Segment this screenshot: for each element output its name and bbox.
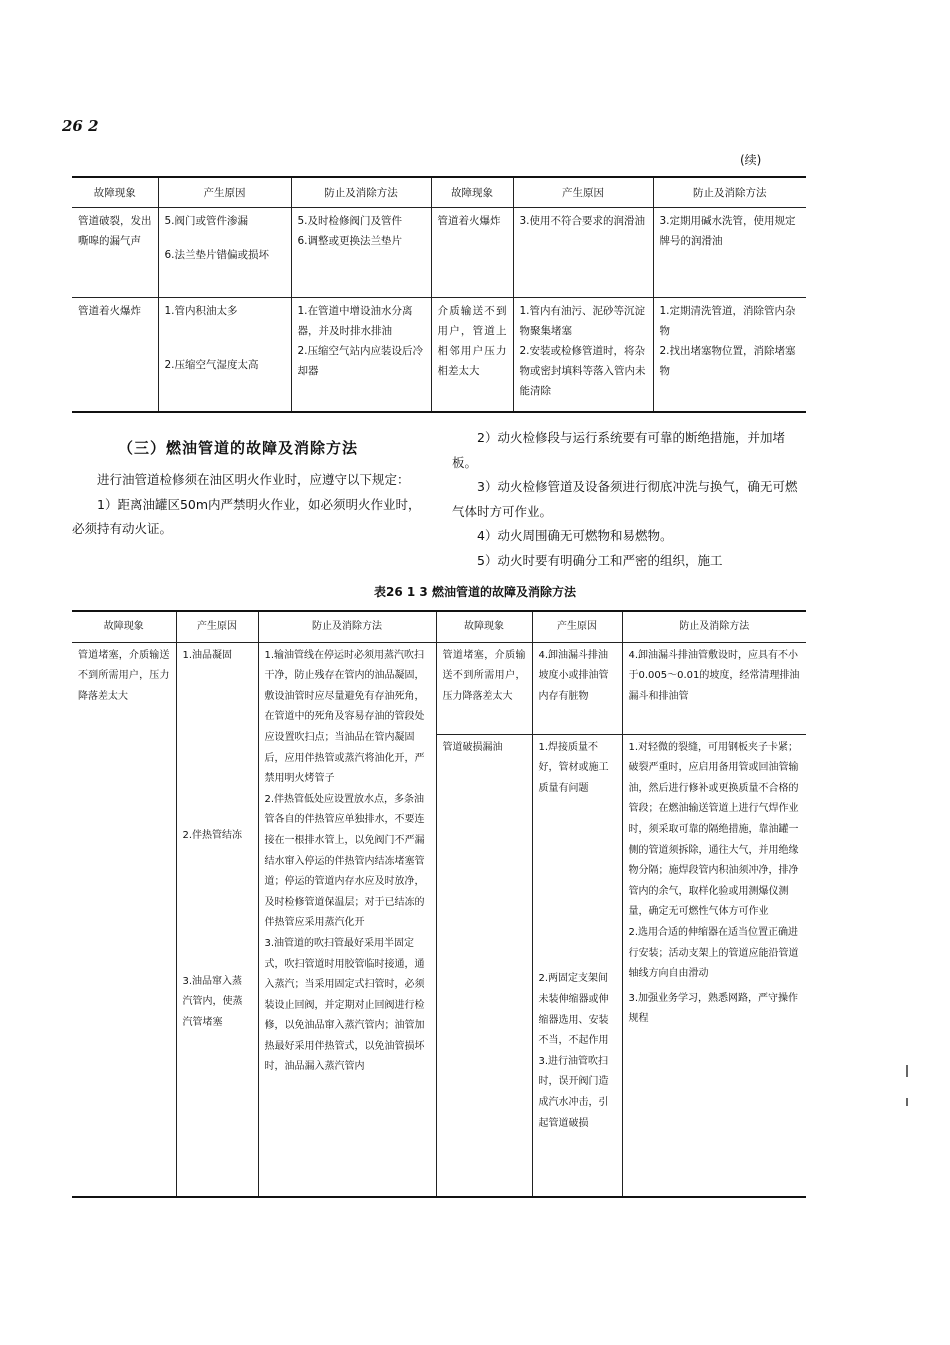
scan-mark [906, 1065, 908, 1077]
remedy-cell: 1.定期清洗管道，消除管内杂物 2.找出堵塞物位置，消除堵塞物 [653, 298, 806, 413]
table-fuel-pipeline-faults [72, 610, 806, 1198]
header-cell: 防止及消除方法 [622, 611, 806, 642]
fault-cell: 管道堵塞，介质输送不到所需用户，压力降落差太大 [436, 642, 532, 734]
cause-cell: 1.油品凝固 2.伴热管结冻 3.油品窜入蒸汽管内，使蒸汽管堵塞 [176, 642, 258, 1197]
table-compressed-air-faults [72, 176, 806, 413]
continued-label: (续) [740, 153, 762, 167]
header-cell: 故障现象 [72, 611, 176, 642]
paragraph: 4）动火周围确无可燃物和易燃物。 [477, 528, 673, 543]
cause-cell: 3.使用不符合要求的润滑油 [513, 208, 653, 298]
remedy-cell: 1.在管道中增设油水分离器，并及时排水排油 2.压缩空气站内应装设后冷却器 [291, 298, 431, 413]
header-cell: 产生原因 [532, 611, 622, 642]
table-header-row [72, 611, 806, 642]
fault-cell: 介质输送不到用户，管道上相邻用户压力相差太大 [431, 298, 513, 413]
paragraph: 进行油管道检修须在油区明火作业时，应遵守以下规定： [97, 472, 410, 487]
fault-cell: 管道堵塞，介质输送不到所需用户，压力降落差太大 [72, 642, 176, 1197]
header-cell: 产生原因 [513, 177, 653, 208]
paragraph: 5）动火时要有明确分工和严密的组织，施工 [477, 552, 723, 568]
page-number: 26 2 [62, 117, 99, 135]
header-cell: 故障现象 [72, 177, 158, 208]
fault-cell: 管道着火爆炸 [431, 208, 513, 298]
header-cell: 防止及消除方法 [653, 177, 806, 208]
text-column-left [72, 468, 428, 542]
table-row [72, 298, 806, 413]
cause-cell: 1.焊接质量不好，管材或施工质量有问题 2.两固定支架间未装伸缩器或伸缩器选用、安装不当，不起作用 3.进行油管吹扫时，误开阀门造成汽水冲击，引起管道破损 [532, 734, 622, 1197]
paragraph: 2）动火检修段与运行系统要有可靠的断绝措施，并加堵板。 [452, 430, 785, 470]
remedy-cell: 1.对轻微的裂缝，可用钢板夹子卡紧；破裂严重时，应启用备用管或回油管输油，然后进行修补或更换质量不合格的管段；在燃油输送管道上进行气焊作业时，须采取可靠的隔绝措施，靠油罐一侧的管道须拆除，通往大气，并用绝缘物分隔；施焊段管内积油须冲净，排净管内的余气，取样化验或用测爆仪测量，确定无可燃性气体方可作业 2.选用合适的伸缩器在适当位置正确进行安装；活动支架上的管道应能沿管道轴线方向自由滑动 3.加强业务学习，熟悉网路，严守操作规程 [622, 734, 806, 1197]
header-cell: 故障现象 [431, 177, 513, 208]
cause-cell: 1.管内有油污、泥砂等沉淀物聚集堵塞 2.安装或检修管道时，将杂物或密封填料等落入管内未能清除 [513, 298, 653, 413]
header-cell: 防止及消除方法 [291, 177, 431, 208]
paragraph: 1）距离油罐区50m内严禁明火作业，如必须明火作业时，必须持有动火证。 [72, 496, 421, 536]
remedy-cell: 1.输油管线在停运时必须用蒸汽吹扫干净，防止残存在管内的油品凝固，敷设油管时应尽量避免有存油死角，在管道中的死角及容易存油的管段处应设置吹扫点；当油品在管内凝固后，应用伴热管或蒸汽将油化开，严禁用明火烤管子 2.伴热管低处应设置放水点，多条油管各自的伴热管应单独排水，不要连接在一根排水管上，以免阀门不严漏结水窜入停运的伴热管内结冻堵塞管道；停运的管道内存水应及时放净，及时检修管道保温层；对于已结冻的伴热管应采用蒸汽化开 3.油管道的吹扫管最好采用半固定式，吹扫管道时用胶管临时接通，通入蒸汽；当采用固定式扫管时，必须装设止回阀，并定期对止回阀进行检修，以免油品窜入蒸汽管内；油管加热最好采用伴热管式，以免油管损坏时，油品漏入蒸汽管内 [258, 642, 436, 1197]
paragraph: 3）动火检修管道及设备须进行彻底冲洗与换气，确无可燃气体时方可作业。 [452, 479, 798, 519]
header-cell: 产生原因 [176, 611, 258, 642]
cause-cell: 1.管内积油太多 2.压缩空气湿度太高 [158, 298, 291, 413]
text-column-right [452, 426, 808, 573]
table-header-row [72, 177, 806, 208]
cause-cell: 4.卸油漏斗排油坡度小或排油管内存有脏物 [532, 642, 622, 734]
header-cell: 防止及消除方法 [258, 611, 436, 642]
header-cell: 故障现象 [436, 611, 532, 642]
section-title: （三）燃油管道的故障及消除方法 [118, 439, 359, 457]
table-row [72, 642, 806, 734]
fault-cell: 管道着火爆炸 [72, 298, 158, 413]
scan-mark [906, 1098, 908, 1106]
table-caption: 表26 1 3 燃油管道的故障及消除方法 [374, 585, 576, 599]
remedy-cell: 5.及时检修阀门及管件 6.调整或更换法兰垫片 [291, 208, 431, 298]
cause-cell: 5.阀门或管件渗漏 6.法兰垫片错偏或损坏 [158, 208, 291, 298]
remedy-cell: 4.卸油漏斗排油管敷设时，应具有不小于0.005～0.01的坡度，经常清理排油漏斗和排油管 [622, 642, 806, 734]
table-row [72, 208, 806, 298]
fault-cell: 管道破裂，发出嘶嗥的漏气声 [72, 208, 158, 298]
fault-cell: 管道破损漏油 [436, 734, 532, 1197]
remedy-cell: 3.定期用碱水洗管，使用规定牌号的润滑油 [653, 208, 806, 298]
header-cell: 产生原因 [158, 177, 291, 208]
